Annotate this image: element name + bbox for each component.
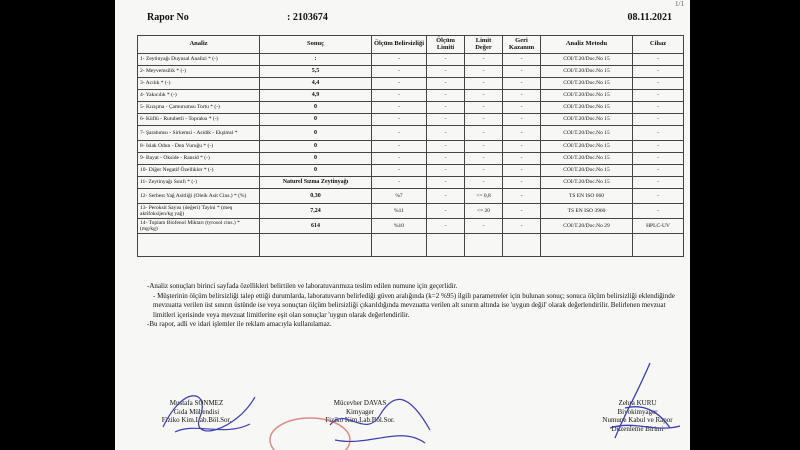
analysis-name-cell: 9- Bayat - Okside - Ransid * (-): [138, 153, 260, 165]
table-cell: -: [372, 126, 427, 141]
table-cell: COI/T.20/Doc.No 29: [541, 219, 633, 234]
table-cell: <= 0,8: [465, 189, 503, 204]
analysis-name-cell: 4- Yakıcılık * (-): [138, 90, 260, 102]
table-cell: <= 20: [465, 204, 503, 219]
signatory-unit: Fiziko Kim.Lab.Böl.Sor.: [161, 416, 232, 424]
notes: [147, 282, 687, 330]
table-cell: -: [633, 90, 684, 102]
table-cell: COI/T.20/Doc.No 15: [541, 66, 633, 78]
table-cell: -: [465, 165, 503, 177]
table-cell: -: [427, 66, 465, 78]
table-cell: -: [372, 66, 427, 78]
report-number: : 2103674: [287, 12, 328, 23]
result-cell: 0: [260, 102, 372, 114]
table-cell: -: [427, 90, 465, 102]
result-cell: 0: [260, 141, 372, 153]
table-cell: -: [633, 204, 684, 219]
table-cell: -: [372, 114, 427, 126]
col-header: Ölçüm Belirsizliği: [372, 36, 427, 54]
blank-cell: [138, 234, 260, 257]
analysis-name-cell: 7- Şarabımsı - Sirkemsi - Asidik - Ekşimsi *: [138, 126, 260, 141]
col-header: Cihaz: [633, 36, 684, 54]
table-cell: COI/T.20/Doc.No 15: [541, 78, 633, 90]
table-row: [138, 189, 684, 204]
table-cell: -: [427, 78, 465, 90]
table-cell: -: [503, 54, 541, 66]
table-row: [138, 204, 684, 219]
analysis-name-cell: 11- Zeytinyağı Sınıfı * (-): [138, 177, 260, 189]
col-header: Analiz: [138, 36, 260, 54]
table-row: [138, 177, 684, 189]
table-cell: -: [427, 165, 465, 177]
blank-cell: [633, 234, 684, 257]
table-row: [138, 54, 684, 66]
table-cell: COI/T.20/Doc.No 15: [541, 54, 633, 66]
analysis-name-cell: 13- Peroksit Sayısı (değeri) Tayini * (meq aktifoksijen/kg yağ): [138, 204, 260, 219]
table-row: [138, 126, 684, 141]
table-cell: -: [427, 153, 465, 165]
signatory-title: Kimyager: [346, 407, 374, 416]
blank-cell: [260, 234, 372, 257]
result-cell: 4,4: [260, 78, 372, 90]
result-cell: 0: [260, 165, 372, 177]
table-cell: -: [427, 114, 465, 126]
table-cell: -: [503, 177, 541, 189]
report-number-label: Rapor No: [147, 12, 189, 23]
analysis-name-cell: 6- Küflü - Rutubetli - Topraksı * (-): [138, 114, 260, 126]
signatory-name: Zehra KURU: [618, 399, 657, 407]
note-1: -Analiz sonuçları birinci sayfada özellikleri belirtilen ve laboratuvarımıza teslim edilen numune için geçerlidir.: [147, 282, 458, 290]
page-number: 1/1: [675, 0, 684, 8]
analysis-name-cell: 14- Toplam Biofenol Miktarı (tyrosol cins.) * (mg/kg): [138, 219, 260, 234]
table-row: [138, 90, 684, 102]
table-cell: -: [503, 78, 541, 90]
table-cell: -: [465, 126, 503, 141]
table-cell: -: [427, 204, 465, 219]
blank-cell: [372, 234, 427, 257]
table-cell: -: [372, 165, 427, 177]
table-cell: COI/T.20/Doc.No 15: [541, 90, 633, 102]
signatory-title: Biyokimyager: [617, 407, 658, 416]
note-2: - Müşterinin ölçüm belirsizliği talep ettiği durumlarda, laboratuvarın belirlediği güven aralığında (k=2 %95) ilgili parametreler için bulunan sonuç; sonuca ölçüm belirsizliği eklendiğinde mevzuatta verilen üst sınırın üstünde ise veya sonuçtan ölçüm belirsizliği çıkarıldığında mevzuatta verilen alt sınırın altında ise 'uygun değil' olarak değerlendirilir. Belirlenen mevzuat limitleri içerisinde veya mevzuat limitlerine eşit olan sonuçlar 'uygun olarak değerlendirilir.: [153, 291, 675, 319]
table-header-row: [138, 36, 684, 54]
col-header: Limit Değer: [465, 36, 503, 54]
analysis-name-cell: 3- Acılık * (-): [138, 78, 260, 90]
table-cell: -: [633, 66, 684, 78]
analysis-name-cell: 10- Diğer Negatif Özellikler * (-): [138, 165, 260, 177]
col-header: Analiz Metodu: [541, 36, 633, 54]
signature-block-3: [590, 399, 685, 433]
table-cell: -: [503, 153, 541, 165]
table-cell: -: [372, 78, 427, 90]
table-row: [138, 66, 684, 78]
signature-block-2: [305, 399, 415, 425]
signature-block-1: [149, 399, 244, 425]
table-cell: -: [465, 102, 503, 114]
table-cell: -: [372, 90, 427, 102]
table-row: [138, 114, 684, 126]
table-cell: -: [465, 153, 503, 165]
blank-row: [138, 234, 684, 257]
signatory-unit: Numune Kabul ve Rapor Düzenleme Birimi: [602, 416, 673, 433]
blank-cell: [541, 234, 633, 257]
table-row: [138, 78, 684, 90]
result-cell: 614: [260, 219, 372, 234]
result-cell: 0: [260, 114, 372, 126]
table-cell: -: [503, 90, 541, 102]
table-cell: -: [633, 153, 684, 165]
table-cell: -: [503, 126, 541, 141]
table-cell: COI/T.20/Doc.No 15: [541, 153, 633, 165]
blank-cell: [465, 234, 503, 257]
analysis-name-cell: 5- Kızışma - Çamurumsu Tortu * (-): [138, 102, 260, 114]
analysis-name-cell: 8- Islak Odun - Don Vuruğu * (-): [138, 141, 260, 153]
analysis-name-cell: 2- Meyvemsilik * (-): [138, 66, 260, 78]
table-cell: %7: [372, 189, 427, 204]
table-cell: -: [427, 102, 465, 114]
table-cell: -: [633, 177, 684, 189]
col-header: Geri Kazanım: [503, 36, 541, 54]
result-cell: 0: [260, 126, 372, 141]
note-3: -Bu rapor, adli ve idari işlemler ile reklam amacıyla kullanılamaz.: [147, 320, 332, 329]
report-date: 08.11.2021: [627, 12, 672, 23]
blank-cell: [427, 234, 465, 257]
table-cell: -: [633, 78, 684, 90]
result-cell: Naturel Sızma Zeytinyağı: [260, 177, 372, 189]
table-cell: -: [633, 189, 684, 204]
table-cell: -: [372, 153, 427, 165]
table-cell: TS EN ISO 3960: [541, 204, 633, 219]
table-cell: -: [427, 219, 465, 234]
result-cell: 4,9: [260, 90, 372, 102]
table-cell: -: [465, 141, 503, 153]
table-cell: -: [465, 54, 503, 66]
signatory-title: Gıda Mühendisi: [173, 407, 220, 416]
table-cell: COI/T.20/Doc.No 15: [541, 126, 633, 141]
table-cell: COI/T.20/Doc.No 15: [541, 141, 633, 153]
table-cell: COI/T.20/Doc.No 15: [541, 102, 633, 114]
table-cell: COI/T.20/Doc.No 15: [541, 177, 633, 189]
table-cell: -: [427, 141, 465, 153]
result-cell: :: [260, 54, 372, 66]
signatory-name: Mustafa SÖNMEZ: [169, 399, 224, 407]
table-cell: -: [633, 126, 684, 141]
table-row: [138, 219, 684, 234]
table-cell: -: [427, 189, 465, 204]
table-cell: -: [465, 114, 503, 126]
table-cell: -: [503, 66, 541, 78]
table-cell: COI/T.20/Doc.No 15: [541, 114, 633, 126]
table-cell: -: [372, 54, 427, 66]
blank-cell: [503, 234, 541, 257]
signatory-name: Mücevher DAVAS: [333, 399, 387, 407]
result-cell: 7,24: [260, 204, 372, 219]
table-cell: -: [465, 177, 503, 189]
table-cell: -: [465, 219, 503, 234]
report-page: [115, 0, 690, 450]
table-cell: -: [633, 54, 684, 66]
table-cell: -: [427, 54, 465, 66]
table-cell: -: [427, 126, 465, 141]
table-cell: TS EN ISO 660: [541, 189, 633, 204]
table-row: [138, 102, 684, 114]
table-cell: COI/T.20/Doc.No 15: [541, 165, 633, 177]
analysis-table: [137, 35, 684, 257]
signatory-unit: Fiziko Kim.Lab.Böl.Sor.: [325, 416, 395, 424]
table-row: [138, 153, 684, 165]
table-cell: -: [503, 165, 541, 177]
table-cell: %11: [372, 204, 427, 219]
table-cell: -: [465, 90, 503, 102]
table-cell: HPLC-UV: [633, 219, 684, 234]
table-cell: -: [503, 114, 541, 126]
result-cell: 0,30: [260, 189, 372, 204]
col-header: Ölçüm Limiti: [427, 36, 465, 54]
col-header: Sonuç: [260, 36, 372, 54]
table-cell: -: [633, 141, 684, 153]
table-cell: -: [372, 141, 427, 153]
analysis-name-cell: 12- Serbest Yağ Asitliği (Oleik Asit Cins.) * (%): [138, 189, 260, 204]
table-cell: -: [427, 177, 465, 189]
analysis-name-cell: 1- Zeytinyağı Duyusal Analizi * (-): [138, 54, 260, 66]
table-cell: -: [372, 102, 427, 114]
table-cell: -: [503, 141, 541, 153]
table-cell: -: [372, 177, 427, 189]
table-cell: -: [503, 102, 541, 114]
table-cell: -: [465, 78, 503, 90]
table-cell: -: [503, 189, 541, 204]
table-cell: -: [503, 204, 541, 219]
table-cell: -: [633, 102, 684, 114]
table-cell: -: [633, 165, 684, 177]
result-cell: 0: [260, 153, 372, 165]
table-cell: -: [633, 114, 684, 126]
table-row: [138, 165, 684, 177]
table-cell: -: [465, 66, 503, 78]
table-cell: -: [503, 219, 541, 234]
table-cell: %10: [372, 219, 427, 234]
table-row: [138, 141, 684, 153]
result-cell: 5,5: [260, 66, 372, 78]
